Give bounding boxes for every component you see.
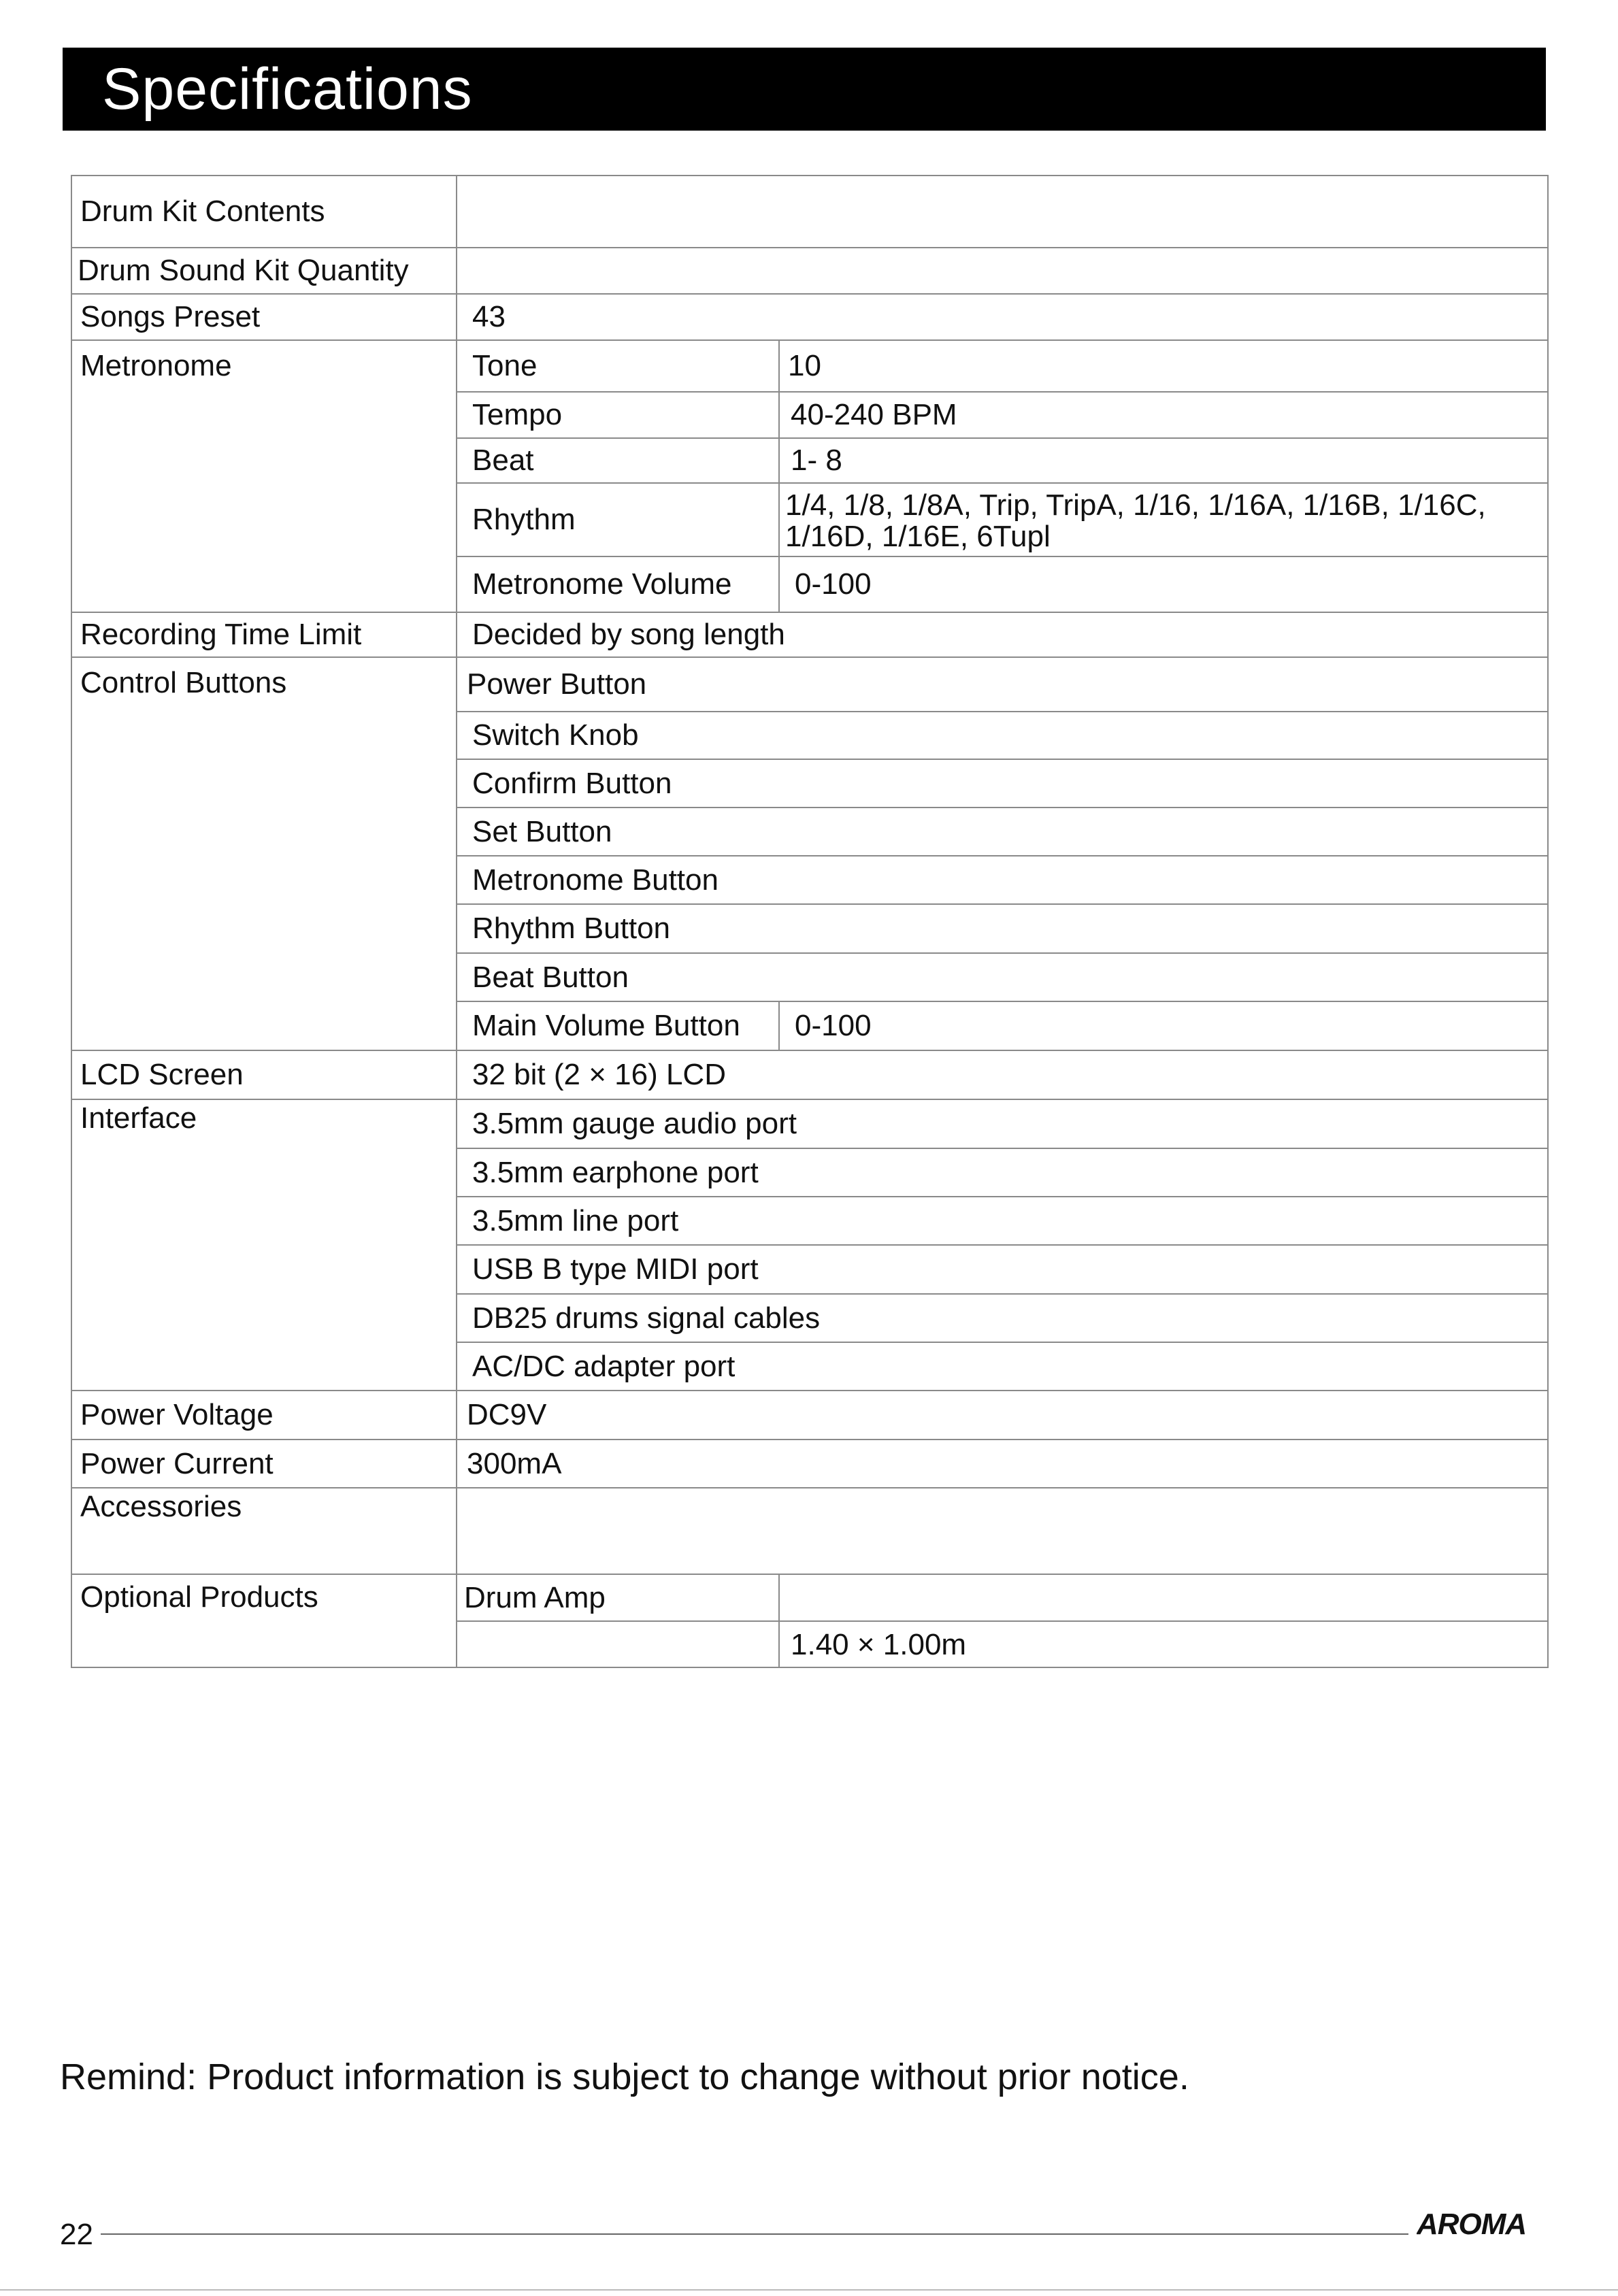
metronome-beat-value: 1- 8 <box>778 437 1549 482</box>
spec-label-songs-preset: Songs Preset <box>71 293 456 339</box>
spec-value-drum-kit-contents <box>456 175 1549 247</box>
control-button-item: Rhythm Button <box>456 903 1549 952</box>
control-button-item: Metronome Button <box>456 855 1549 903</box>
aroma-logo <box>1417 2207 1539 2238</box>
page-bottom-edge <box>0 2289 1618 2291</box>
spec-value-recording-time-limit: Decided by song length <box>456 612 1549 656</box>
interface-item: 3.5mm gauge audio port <box>456 1099 1549 1148</box>
spec-value-drum-sound-kit-quantity <box>456 247 1549 293</box>
metronome-tone-value: 10 <box>778 339 1549 391</box>
spec-label-power-voltage: Power Voltage <box>71 1390 456 1439</box>
interface-item: 3.5mm line port <box>456 1196 1549 1244</box>
spec-label-drum-sound-kit-quantity: Drum Sound Kit Quantity <box>71 247 456 293</box>
optional-product-name <box>456 1620 778 1668</box>
optional-product-name: Drum Amp <box>456 1574 778 1620</box>
spec-value-power-voltage: DC9V <box>456 1390 1549 1439</box>
spec-label-metronome: Metronome <box>71 339 456 612</box>
page-number: 22 <box>60 2218 93 2251</box>
control-button-item: Beat Button <box>456 952 1549 1001</box>
spec-label-control-buttons: Control Buttons <box>71 656 456 1050</box>
metronome-rhythm-label: Rhythm <box>456 482 778 556</box>
footer-divider <box>101 2233 1408 2235</box>
spec-value-songs-preset: 43 <box>456 293 1549 339</box>
interface-item: 3.5mm earphone port <box>456 1148 1549 1196</box>
interface-item: AC/DC adapter port <box>456 1342 1549 1390</box>
interface-item: DB25 drums signal cables <box>456 1293 1549 1342</box>
metronome-tempo-label: Tempo <box>456 391 778 437</box>
spec-label-power-current: Power Current <box>71 1439 456 1487</box>
spec-label-accessories: Accessories <box>71 1487 456 1574</box>
specifications-table <box>71 175 1549 1668</box>
control-button-item: Power Button <box>456 656 1549 711</box>
main-volume-value: 0-100 <box>778 1001 1549 1050</box>
interface-item: USB B type MIDI port <box>456 1244 1549 1293</box>
spec-label-drum-kit-contents: Drum Kit Contents <box>71 175 456 247</box>
metronome-rhythm-value: 1/4, 1/8, 1/8A, Trip, TripA, 1/16, 1/16A, 1/16B, 1/16C, 1/16D, 1/16E, 6Tupl <box>778 482 1549 556</box>
control-button-item: Main Volume Button <box>456 1001 778 1050</box>
spec-label-recording-time-limit: Recording Time Limit <box>71 612 456 656</box>
remind-notice: Remind: Product information is subject to change without prior notice. <box>60 2057 1189 2097</box>
aroma-logo-text: AROMA <box>1417 2208 1527 2238</box>
metronome-volume-value: 0-100 <box>778 556 1549 612</box>
spec-value-power-current: 300mA <box>456 1439 1549 1487</box>
control-button-item: Switch Knob <box>456 711 1549 759</box>
section-header-bar <box>63 48 1546 131</box>
spec-label-interface: Interface <box>71 1099 456 1390</box>
metronome-tone-label: Tone <box>456 339 778 391</box>
spec-value-accessories <box>456 1487 1549 1574</box>
control-button-item: Confirm Button <box>456 759 1549 807</box>
spec-label-lcd-screen: LCD Screen <box>71 1050 456 1099</box>
metronome-volume-label: Metronome Volume <box>456 556 778 612</box>
spec-value-lcd-screen: 32 bit (2 × 16) LCD <box>456 1050 1549 1099</box>
spec-label-optional-products: Optional Products <box>71 1574 456 1668</box>
control-button-item: Set Button <box>456 807 1549 855</box>
page-title: Specifications <box>102 56 473 122</box>
metronome-beat-label: Beat <box>456 437 778 482</box>
metronome-tempo-value: 40-240 BPM <box>778 391 1549 437</box>
optional-product-size-value: 1.40 × 1.00m <box>778 1620 1549 1668</box>
optional-product-value <box>778 1574 1549 1620</box>
